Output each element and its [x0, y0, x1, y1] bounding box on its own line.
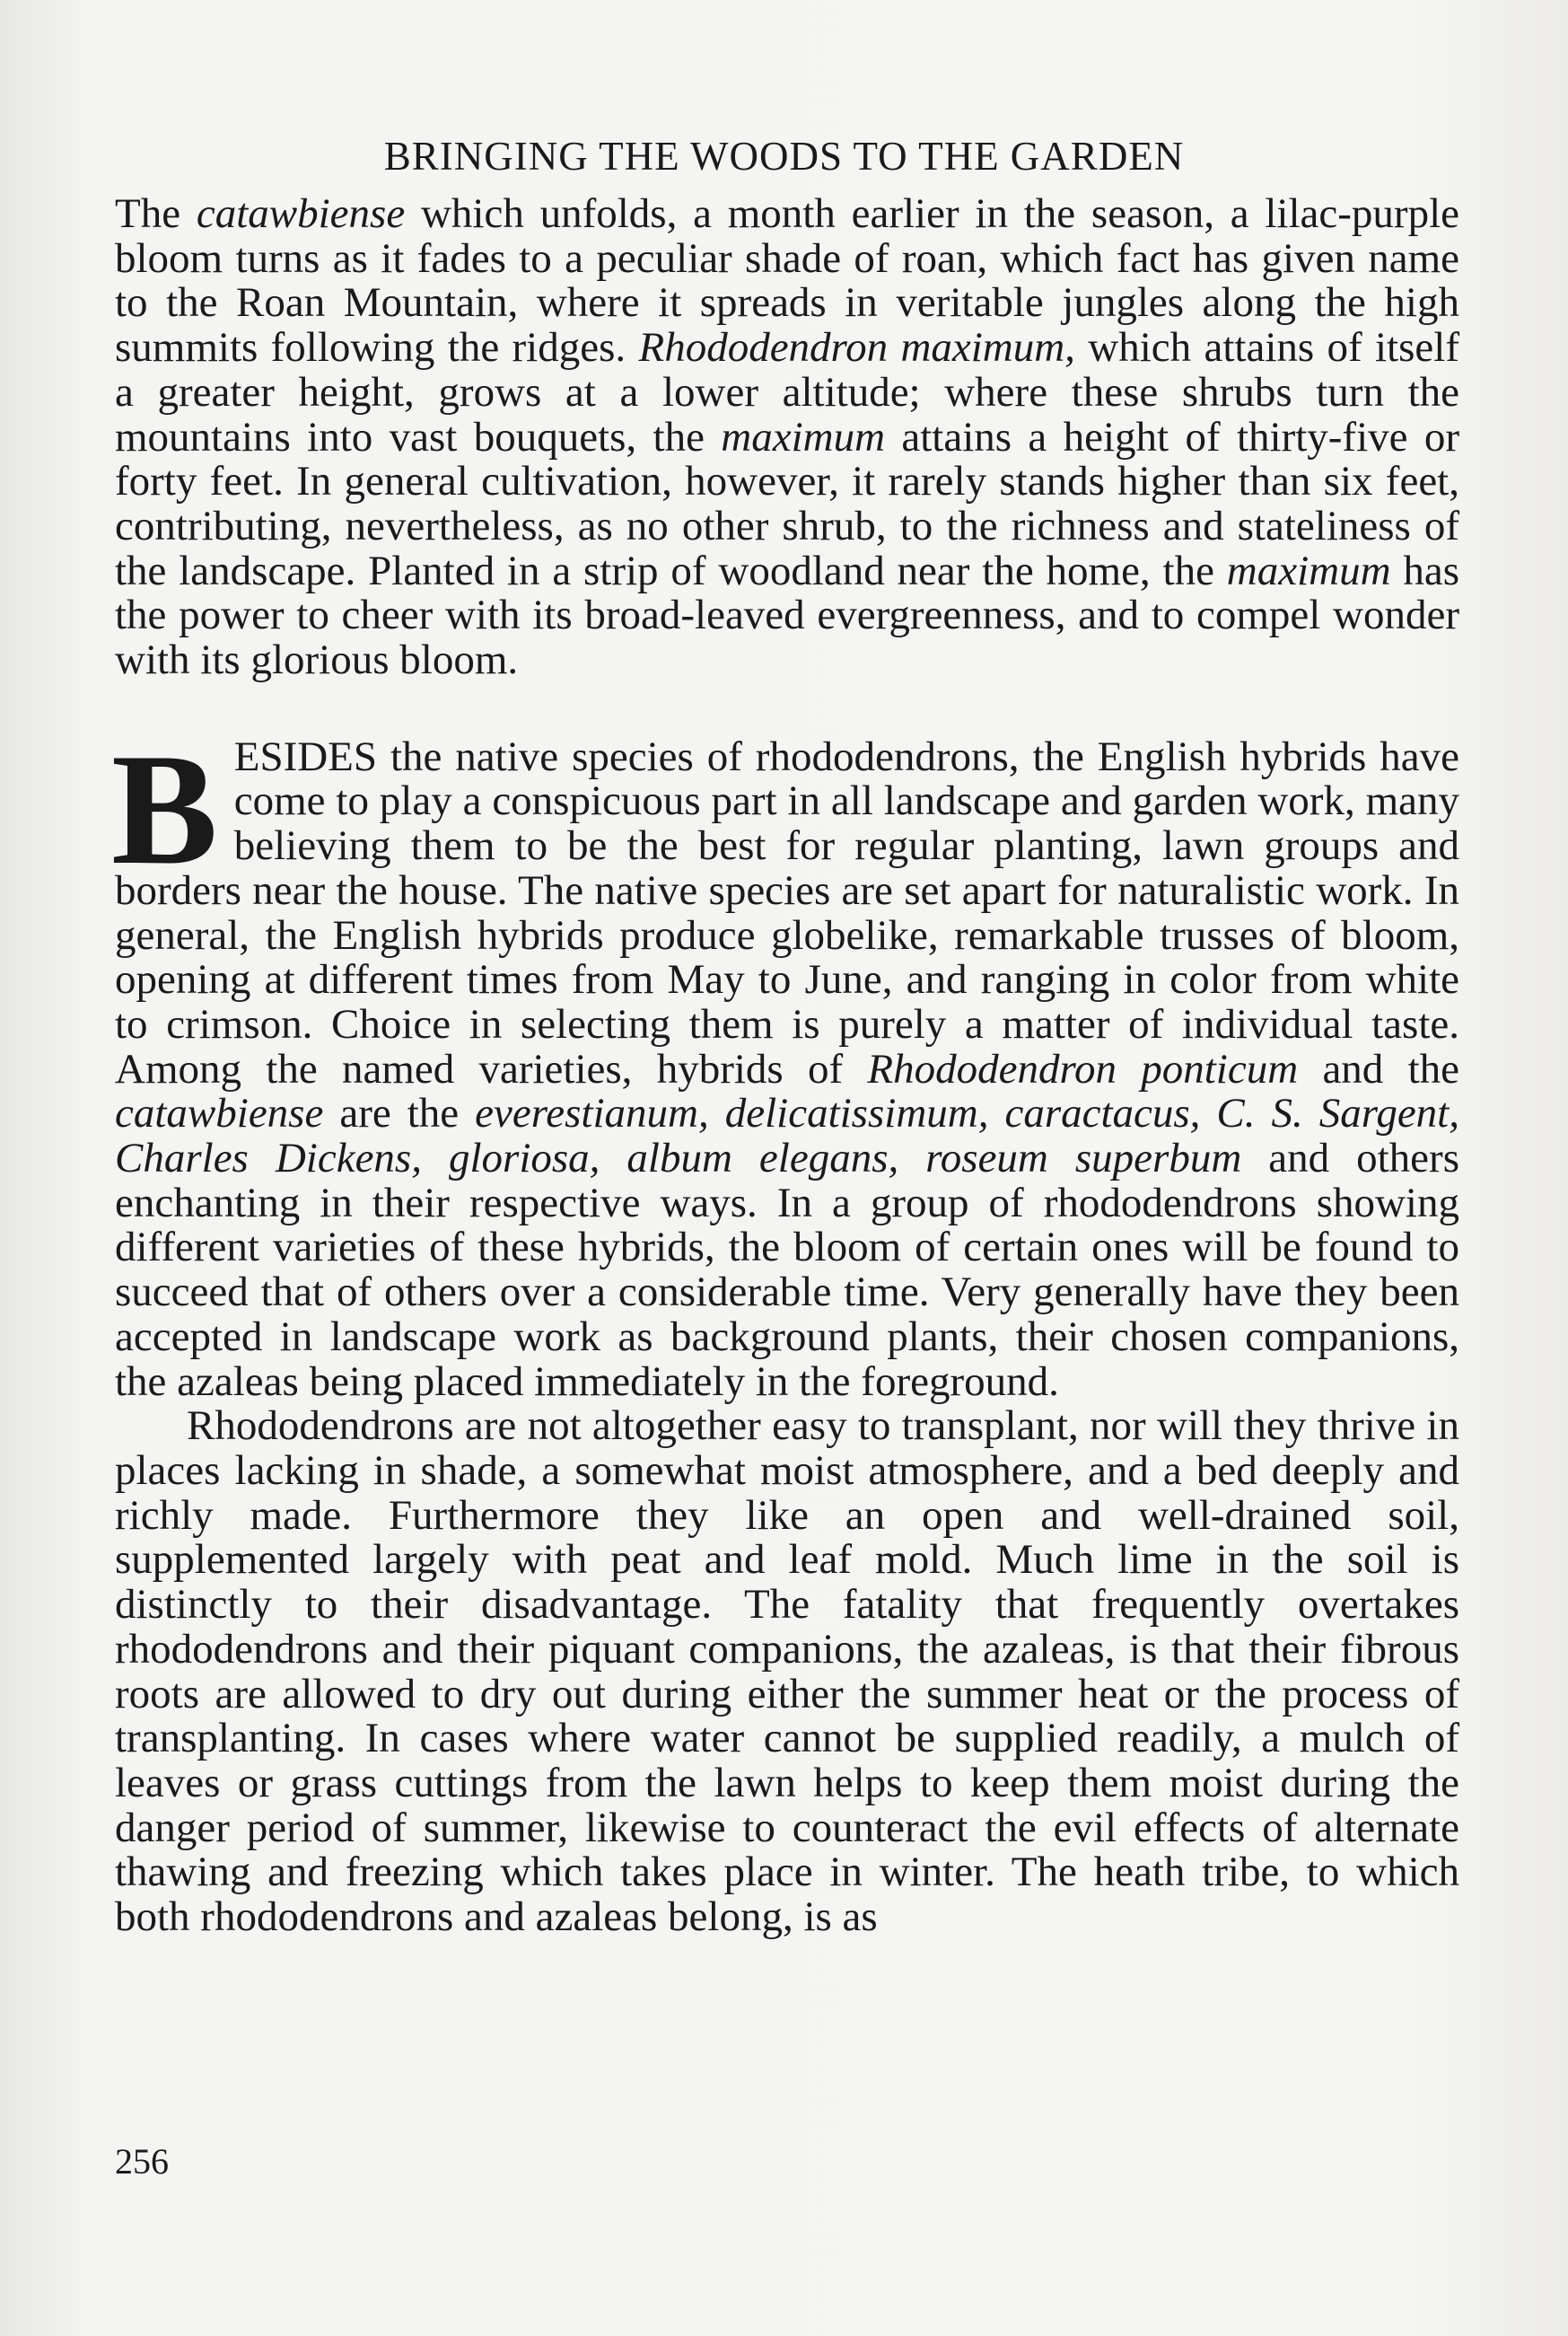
text-run: Rhododendrons are not altogether easy to transplant, nor will they thrive in places lacking in shade, a somewhat moist atmosphere, and a bed deeply and richly made. Furthermore they like an open and well-drained soil, supplemented largely with peat and leaf mold. Much lime in the soil is distinctly to their disadvantage. The fatality that frequently overtakes rhododendrons and their piquant companions, the azaleas, is that their fibrous roots are allowed to dry out during either the summer heat or the process of transplanting. In cases where water cannot be supplied readily, a mulch of leaves or grass cuttings from the lawn helps to keep them moist during the danger period of summer, likewise to counteract the evil effects of alternate thawing and freezing which takes place in winter. The heath tribe, to which both rhododendrons and azaleas belong, is as: [115, 1402, 1459, 1941]
page-number: 256: [115, 2141, 169, 2182]
running-head: BRINGING THE WOODS TO THE GARDEN: [383, 134, 1185, 180]
text-run: and others enchanting in their respective ways. In a group of rhododendrons showing different varieties of these hybrids, the bloom of certain ones will be found to succeed that of others over a considerable time. Very generally have they been accepted in landscape work as background plants, their chosen companions, the azaleas being placed immediately in the foreground.: [115, 1135, 1459, 1405]
text-run: are the: [323, 1090, 476, 1137]
italic-term: Rhododendron ponticum: [867, 1045, 1299, 1093]
italic-term: Rhododendron maximum,: [638, 324, 1075, 372]
text-run: ESIDES the native species of rhododendrons, the English hybrids have come to play a conspicuous part in all landscape and garden work, many believing them to be the best for regular planting, lawn groups and borders near the house. The native species are set apart for naturalistic work. In general, the English hybrids produce globelike, remarkable trusses of bloom, opening at different times from May to June, and ranging in color from white to crimson. Choice in selecting them is purely a matter of individual taste. Among the named varieties, hybrids of: [115, 733, 1459, 1093]
text-run: which attains of itself a greater height, grows at a lower altitude; where these shrubs turn the mountains into vast bouquets, the: [115, 324, 1459, 461]
paragraph-transplanting: [115, 1404, 1459, 1939]
text-run: which unfolds, a month earlier in the season, a lilac-purple bloom turns as it fades to a peculiar shade of roan, which fact has given name to the Roan Mountain, where it spreads in veritable jungles along the high summits following the ridges.: [115, 190, 1459, 372]
italic-term: maximum: [721, 413, 886, 461]
italic-term: catawbiense: [196, 190, 406, 237]
text-run: The: [115, 190, 197, 237]
italic-term: maximum: [1226, 547, 1391, 594]
text-run: and the: [1298, 1045, 1459, 1093]
drop-cap: B: [111, 719, 218, 898]
text-run: has the power to cheer with its broad-leaved evergreenness, and to compel wonder with its glorious bloom.: [115, 547, 1459, 684]
paragraph-catawbiense: [115, 192, 1459, 683]
text-run: attains a height of thirty-five or forty feet. In general cultivation, however, it rarely stands higher than six feet, contributing, nevertheless, as no other shrub, to the richness and stateliness of the landscape. Planted in a strip of woodland near the home, the: [115, 413, 1460, 594]
italic-term: everestianum, delicatissimum, caractacus, C. S. Sargent, Charles Dickens, gloriosa, album elegans, roseum superbum: [115, 1090, 1459, 1182]
italic-term: catawbiense: [115, 1090, 324, 1137]
body-text: [111, 190, 1460, 1941]
paragraph-english-hybrids: [111, 719, 1459, 1405]
